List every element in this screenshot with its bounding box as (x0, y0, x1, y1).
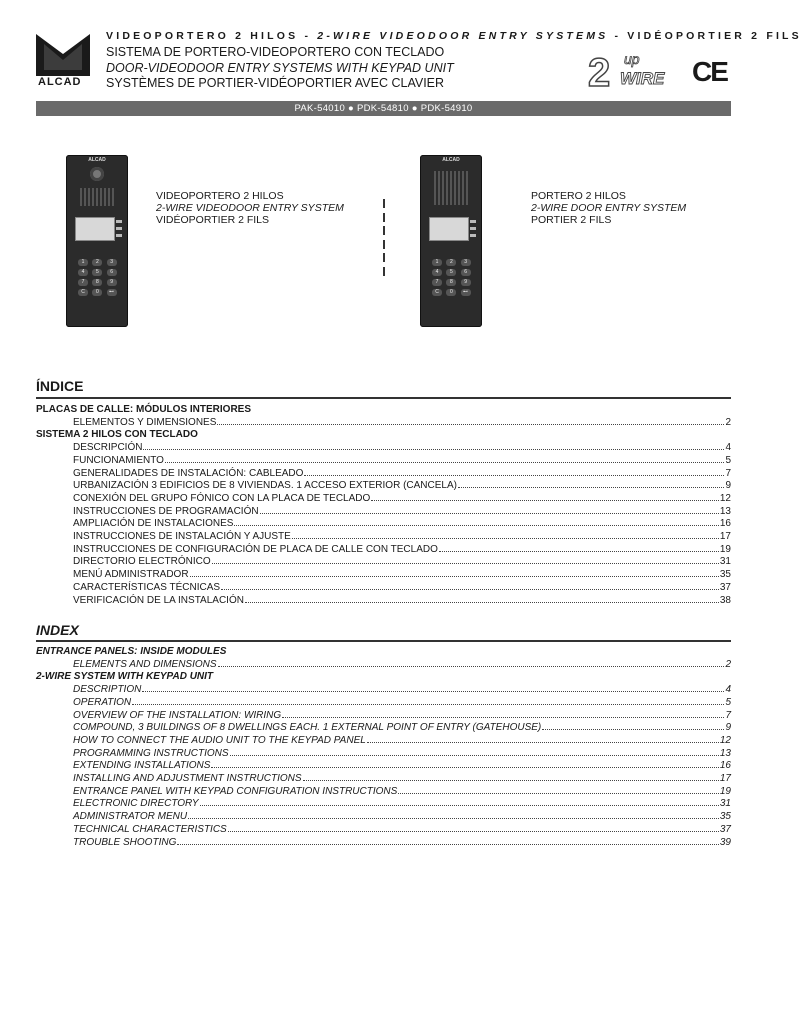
toc-entry-label: INSTRUCCIONES DE INSTALACIÓN Y AJUSTE (73, 531, 291, 543)
toc-entry (36, 760, 731, 773)
models-bar: PAK-54010 ● PDK-54810 ● PDK-54910 (36, 101, 731, 116)
toc-leader-dots (212, 563, 719, 564)
toc-page-number: 39 (719, 836, 731, 848)
toc-page-number: 7 (725, 709, 731, 721)
keypad-key: 2 (446, 259, 456, 266)
toc-entry (36, 518, 731, 531)
toc-entry-label: ELECTRONIC DIRECTORY (73, 798, 199, 810)
separator-dashes (383, 199, 387, 280)
keypad-key: 6 (107, 269, 117, 276)
keypad-key: 4 (78, 269, 88, 276)
audio-label-en: 2-WIRE DOOR ENTRY SYSTEM (531, 202, 687, 214)
badge-up: up (624, 51, 640, 67)
keypad-key: 3 (461, 259, 471, 266)
toc-entry (36, 595, 731, 608)
subtitle-en: DOOR-VIDEODOOR ENTRY SYSTEMS WITH KEYPAD UNIT (106, 61, 454, 75)
toc-page-number: 16 (719, 518, 731, 530)
keypad (432, 259, 472, 296)
topline-en-a: 2-WIRE VIDEO (317, 30, 429, 42)
toc-page-number: 2 (725, 416, 731, 428)
camera-icon (90, 167, 104, 181)
keypad-key: 6 (461, 269, 471, 276)
toc-leader-dots (398, 793, 719, 794)
toc-leader-dots (367, 742, 719, 743)
toc-entry (36, 773, 731, 786)
badge-word: WIRE (620, 69, 665, 88)
toc-entry-label: 2-WIRE SYSTEM WITH KEYPAD UNIT (36, 671, 214, 683)
toc-entry-label: AMPLIACIÓN DE INSTALACIONES (73, 518, 234, 530)
toc-entry-label: DESCRIPTION (73, 684, 142, 696)
toc-page-number: 13 (719, 505, 731, 517)
toc-entry (36, 837, 731, 850)
toc-leader-dots (304, 475, 724, 476)
toc-entry (36, 786, 731, 799)
audio-system-label (531, 190, 686, 226)
toc-entry (36, 811, 731, 824)
toc-page-number: 9 (725, 480, 731, 492)
topline-fr: - VIDÉOPORTIER 2 FILS (608, 30, 802, 42)
toc-leader-dots (188, 818, 719, 819)
indice-list (36, 404, 731, 607)
toc-entry-label: OVERVIEW OF THE INSTALLATION: WIRING (73, 709, 282, 721)
toc-entry (36, 404, 731, 417)
toc-page-number: 35 (719, 569, 731, 581)
toc-leader-dots (542, 729, 724, 730)
video-panel-image (66, 155, 128, 327)
toc-leader-dots (190, 576, 719, 577)
toc-entry-label: COMPOUND, 3 BUILDINGS OF 8 DWELLINGS EACH. 1 EXTERNAL POINT OF ENTRY (GATEHOUSE) (73, 722, 542, 734)
toc-entry-label: ADMINISTRATOR MENU (73, 811, 188, 823)
toc-leader-dots (132, 704, 724, 705)
toc-entry-label: URBANIZACIÓN 3 EDIFICIOS DE 8 VIVIENDAS. 1 ACCESO EXTERIOR (CANCELA) (73, 480, 457, 492)
video-label-en: 2-WIRE VIDEODOOR ENTRY SYSTEM (156, 202, 344, 214)
toc-entry-label: EXTENDING INSTALLATIONS (73, 760, 211, 772)
toc-entry-label: FUNCIONAMIENTO (73, 454, 164, 466)
badge-number: 2 (588, 51, 611, 95)
toc-page-number: 5 (725, 696, 731, 708)
toc-page-number: 35 (719, 811, 731, 823)
side-buttons (116, 220, 122, 240)
subtitle-fr: SYSTÈMES DE PORTIER-VIDÉOPORTIER AVEC CLAVIER (106, 76, 445, 90)
toc-entry-label: ENTRANCE PANELS: INSIDE MODULES (36, 646, 227, 657)
toc-page-number: 5 (725, 454, 731, 466)
toc-entry-label: ELEMENTS AND DIMENSIONS (73, 658, 217, 670)
toc-page-number: 12 (719, 492, 731, 504)
two-wire-badge (586, 50, 686, 95)
toc-entry-label: INSTALLING AND ADJUSTMENT INSTRUCTIONS (73, 773, 302, 785)
toc-page-number: 16 (719, 760, 731, 772)
toc-entry (36, 671, 731, 684)
toc-entry-label: HOW TO CONNECT THE AUDIO UNIT TO THE KEYPAD PANEL (73, 734, 366, 746)
toc-entry (36, 493, 731, 506)
topline-es: VIDEOPORTERO 2 HILOS - (106, 30, 318, 42)
toc-entry-label: CONEXIÓN DEL GRUPO FÓNICO CON LA PLACA DE TECLADO (73, 492, 371, 504)
toc-leader-dots (211, 767, 718, 768)
toc-entry-label: INSTRUCCIONES DE PROGRAMACIÓN (73, 505, 259, 517)
toc-entry-label: PLACAS DE CALLE: MÓDULOS INTERIORES (36, 404, 252, 415)
toc-page-number: 13 (719, 747, 731, 759)
panel-brand: ALCAD (442, 157, 460, 163)
toc-page-number: 31 (719, 798, 731, 810)
toc-entry (36, 582, 731, 595)
video-system-label (156, 190, 344, 226)
brand-name: ALCAD (38, 76, 82, 88)
toc-entry-label: GENERALIDADES DE INSTALACIÓN: CABLEADO (73, 467, 304, 479)
keypad-key: 7 (432, 279, 442, 286)
toc-entry-label: SISTEMA 2 HILOS CON TECLADO (36, 429, 198, 441)
toc-page-number: 2 (725, 658, 731, 670)
keypad-key: ⊷ (461, 289, 471, 296)
video-label-es: VIDEOPORTERO 2 HILOS (156, 190, 284, 202)
toc-entry-label: ENTRANCE PANEL WITH KEYPAD CONFIGURATION INSTRUCTIONS (73, 785, 398, 797)
toc-page-number: 17 (719, 531, 731, 543)
keypad-key: 1 (432, 259, 442, 266)
toc-entry (36, 468, 731, 481)
audio-label-fr: PORTIER 2 FILS (531, 214, 612, 226)
toc-entry (36, 531, 731, 544)
toc-page-number: 4 (725, 442, 731, 454)
keypad-key: ⊷ (107, 289, 117, 296)
toc-page-number: 9 (725, 722, 731, 734)
toc-entry-label: DIRECTORIO ELECTRÓNICO (73, 556, 211, 568)
toc-page-number: 19 (719, 543, 731, 555)
toc-page-number: 4 (725, 684, 731, 696)
toc-entry (36, 442, 731, 455)
toc-leader-dots (218, 666, 725, 667)
toc-entry (36, 556, 731, 569)
toc-entry (36, 417, 731, 430)
lcd-display (429, 217, 469, 241)
toc-entry (36, 544, 731, 557)
keypad-key: 0 (446, 289, 456, 296)
toc-entry (36, 455, 731, 468)
toc-leader-dots (303, 780, 719, 781)
keypad-key: 4 (432, 269, 442, 276)
toc-entry-label: VERIFICACIÓN DE LA INSTALACIÓN (73, 594, 244, 606)
toc-entry (36, 646, 731, 659)
toc-entry (36, 748, 731, 761)
keypad-key: 9 (107, 279, 117, 286)
audio-panel-image (420, 155, 482, 327)
toc-entry (36, 798, 731, 811)
toc-page-number: 7 (725, 467, 731, 479)
toc-leader-dots (142, 691, 724, 692)
indice-rule (36, 397, 731, 399)
lcd-display (75, 217, 115, 241)
toc-entry (36, 429, 731, 442)
toc-leader-dots (143, 449, 724, 450)
toc-page-number: 31 (719, 556, 731, 568)
toc-leader-dots (165, 462, 725, 463)
side-buttons (470, 220, 476, 240)
toc-page-number: 19 (719, 785, 731, 797)
toc-entry (36, 506, 731, 519)
keypad-key: 0 (92, 289, 102, 296)
toc-entry-label: TECHNICAL CHARACTERISTICS (73, 823, 227, 835)
toc-entry (36, 824, 731, 837)
toc-page-number: 37 (719, 581, 731, 593)
indice-title: ÍNDICE (36, 378, 84, 394)
keypad-key: 5 (92, 269, 102, 276)
keypad-key: 2 (92, 259, 102, 266)
toc-leader-dots (228, 831, 719, 832)
index-rule (36, 640, 731, 642)
toc-entry (36, 710, 731, 723)
keypad-key: 5 (446, 269, 456, 276)
toc-page-number: 37 (719, 823, 731, 835)
speaker-grill (80, 188, 114, 206)
toc-leader-dots (282, 717, 724, 718)
toc-entry-label: OPERATION (73, 696, 132, 708)
video-label-fr: VIDÉOPORTIER 2 FILS (156, 214, 270, 226)
toc-entry-label: TROUBLE SHOOTING (73, 836, 177, 848)
toc-entry (36, 697, 731, 710)
keypad-key: 7 (78, 279, 88, 286)
header-topline (106, 30, 802, 42)
panel-brand: ALCAD (88, 157, 106, 163)
keypad-key: 1 (78, 259, 88, 266)
toc-leader-dots (260, 513, 719, 514)
toc-entry (36, 569, 731, 582)
index-title: INDEX (36, 622, 79, 638)
keypad-key: 8 (92, 279, 102, 286)
toc-page-number: 17 (719, 773, 731, 785)
toc-page-number: 38 (719, 594, 731, 606)
keypad-key: 3 (107, 259, 117, 266)
toc-entry-label: MENÚ ADMINISTRADOR (73, 569, 189, 581)
toc-leader-dots (458, 487, 724, 488)
keypad-key: 9 (461, 279, 471, 286)
toc-leader-dots (245, 602, 719, 603)
toc-leader-dots (177, 844, 719, 845)
toc-entry-label: PROGRAMMING INSTRUCTIONS (73, 747, 229, 759)
topline-en-b: DOOR ENTRY SYSTEMS (428, 30, 609, 42)
toc-leader-dots (292, 538, 719, 539)
toc-entry (36, 659, 731, 672)
keypad-key: C (432, 289, 442, 296)
toc-entry (36, 480, 731, 493)
toc-entry (36, 722, 731, 735)
audio-label-es: PORTERO 2 HILOS (531, 190, 626, 202)
toc-leader-dots (234, 525, 718, 526)
index-list (36, 646, 731, 849)
toc-entry-label: INSTRUCCIONES DE CONFIGURACIÓN DE PLACA DE CALLE CON TECLADO (73, 543, 438, 555)
toc-leader-dots (230, 755, 719, 756)
toc-entry-label: CARACTERÍSTICAS TÉCNICAS (73, 581, 221, 593)
toc-entry-label: DESCRIPCIÓN (73, 442, 143, 454)
speaker-grill (434, 171, 468, 205)
toc-leader-dots (439, 551, 719, 552)
toc-entry (36, 684, 731, 697)
toc-entry (36, 735, 731, 748)
toc-leader-dots (200, 805, 719, 806)
ce-mark: CE (692, 56, 727, 87)
toc-leader-dots (371, 500, 719, 501)
subtitle-es: SISTEMA DE PORTERO-VIDEOPORTERO CON TECLADO (106, 45, 445, 59)
toc-page-number: 12 (719, 734, 731, 746)
keypad-key: C (78, 289, 88, 296)
keypad-key: 8 (446, 279, 456, 286)
keypad (78, 259, 118, 296)
toc-leader-dots (221, 589, 719, 590)
toc-leader-dots (217, 424, 724, 425)
toc-entry-label: ELEMENTOS Y DIMENSIONES (73, 416, 217, 428)
